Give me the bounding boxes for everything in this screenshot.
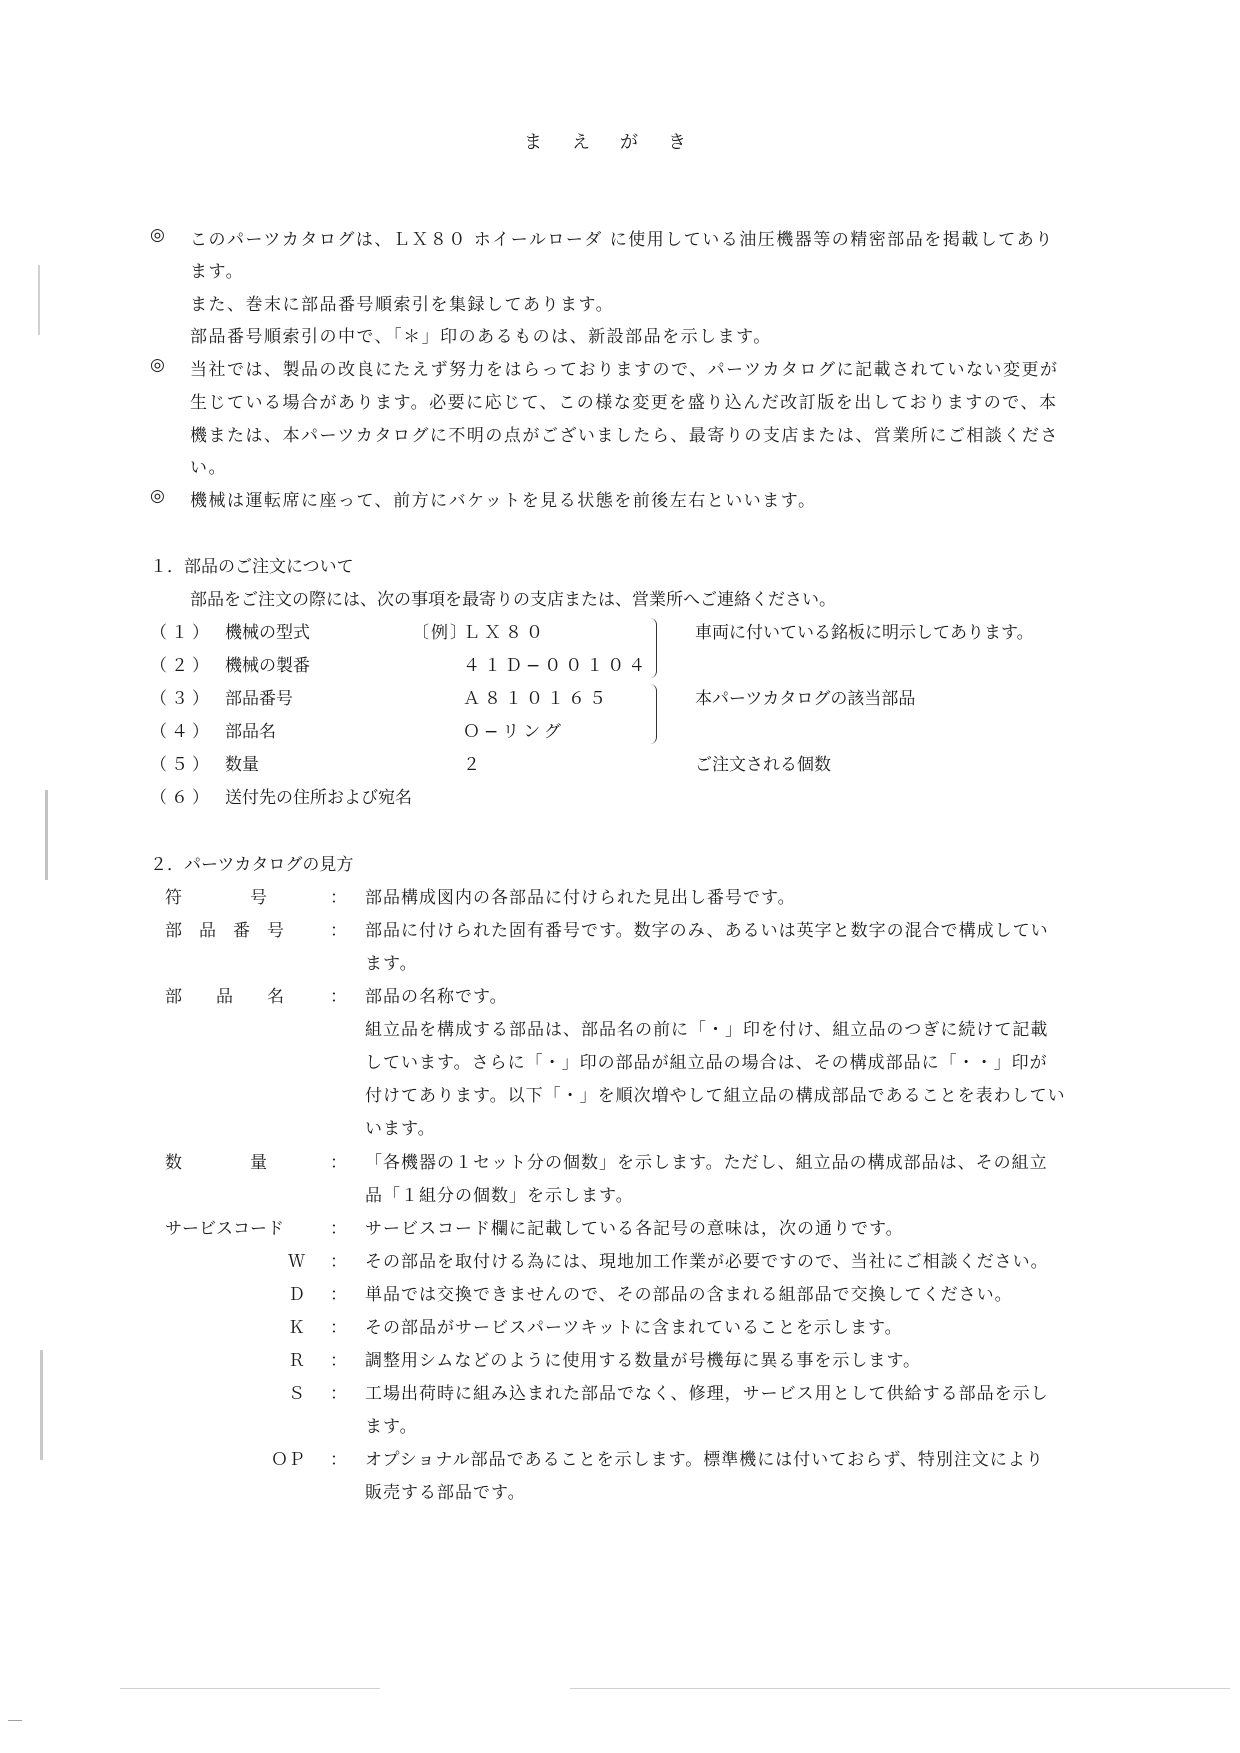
service-code: ＯＰ xyxy=(271,1450,305,1470)
guide-desc: 品「１組分の個数」を示します。 xyxy=(365,1186,634,1206)
scan-noise xyxy=(8,1720,22,1721)
service-code: Ｗ xyxy=(288,1252,305,1272)
guide-desc: ます。 xyxy=(365,954,418,974)
brace-3-4 xyxy=(650,684,657,744)
order-item-num: （３） xyxy=(150,689,213,709)
order-item-label: 機械の型式 xyxy=(225,623,310,643)
order-item-label: 送付先の住所および宛名 xyxy=(225,788,412,808)
guide-desc: 部品に付けられた固有番号です。数字のみ、あるいは英字と数字の混合で構成してい xyxy=(365,921,1049,941)
guide-term: 数 量 xyxy=(165,1153,267,1173)
order-item-value: ４１Ｄ−００１０４ xyxy=(463,656,650,676)
guide-term: サービスコード xyxy=(165,1219,284,1239)
service-code-desc: ます。 xyxy=(365,1417,418,1437)
bullet-mark: ◎ xyxy=(150,225,165,245)
intro-p2-line: 機または、本パーツカタログに不明の点がございましたら、最寄りの支店または、営業所にご相談くださ xyxy=(190,426,1059,446)
guide-term: 符 号 xyxy=(165,888,267,908)
order-item-value: ＬＸ８０ xyxy=(463,623,547,643)
service-code-desc: 調整用シムなどのように使用する数量が号機毎に異る事を示します。 xyxy=(365,1351,921,1371)
order-item-value: Ｏ−リング xyxy=(463,722,565,742)
scan-noise xyxy=(570,1688,1230,1689)
section-lead: 部品をご注文の際には、次の事項を最寄りの支店または、営業所へご連絡ください。 xyxy=(190,590,836,610)
order-item-num: （５） xyxy=(150,755,213,775)
guide-desc: 組立品を構成する部品は、部品名の前に「・」印を付け、組立品のつぎに続けて記載 xyxy=(365,1020,1049,1040)
guide-sep: ： xyxy=(330,1384,347,1404)
order-item-label: 部品名 xyxy=(225,722,276,742)
bullet-mark: ◎ xyxy=(150,486,165,506)
intro-p2-line: 当社では、製品の改良にたえず努力をはらっておりますので、パーツカタログに記載されていない変更が xyxy=(190,360,1059,380)
order-item-label: 数量 xyxy=(225,755,259,775)
guide-desc: 付けてあります。以下「・」を順次増やして組立品の構成部品であることを表わしてい xyxy=(365,1086,1066,1106)
order-item-num: （４） xyxy=(150,722,213,742)
scan-noise xyxy=(40,1350,43,1460)
intro-p1-line: ます。 xyxy=(190,262,245,282)
scan-noise xyxy=(38,265,40,335)
intro-p1-line: このパーツカタログは、ＬＸ８０ ホイールローダ に使用している油圧機器等の精密部品を掲載してあり xyxy=(190,230,1054,250)
guide-sep: ： xyxy=(330,1252,347,1272)
intro-p1-line: 部品番号順索引の中で、「＊」印のあるものは、新設部品を示します。 xyxy=(190,327,772,347)
page-title: まえがき xyxy=(524,132,716,153)
order-item-label: 部品番号 xyxy=(225,689,293,709)
service-code-desc: 工場出荷時に組み込まれた部品でなく、修理，サービス用として供給する部品を示し xyxy=(365,1384,1049,1404)
order-note: ご注文される個数 xyxy=(695,755,831,775)
scan-noise xyxy=(120,1688,380,1689)
service-code-desc: オプショナル部品であることを示します。標準機には付いておらず、特別注文により xyxy=(365,1450,1044,1470)
order-note: 車両に付いている銘板に明示してあります。 xyxy=(695,623,1034,643)
guide-sep: ： xyxy=(330,1318,347,1338)
scan-noise xyxy=(45,790,48,880)
brace-1-2 xyxy=(650,618,657,678)
service-code-desc: 販売する部品です。 xyxy=(365,1483,526,1503)
order-item-label: 機械の製番 xyxy=(225,656,310,676)
service-code-desc: 単品では交換できませんので、その部品の含まれる組部品で交換してください。 xyxy=(365,1285,1013,1305)
order-item-num: （２） xyxy=(150,656,213,676)
bullet-mark: ◎ xyxy=(150,355,165,375)
section-heading: １．部品のご注文について xyxy=(150,557,354,577)
order-item-value: ２ xyxy=(463,755,484,775)
guide-sep: ： xyxy=(330,1351,347,1371)
service-code-desc: その部品を取付ける為には、現地加工作業が必要ですので、当社にご相談ください。 xyxy=(365,1252,1049,1272)
service-code-desc: その部品がサービスパーツキットに含まれていることを示します。 xyxy=(365,1318,903,1338)
order-item-num: （６） xyxy=(150,788,213,808)
order-item-value: Ａ８１０１６５ xyxy=(463,689,610,709)
service-code: Ｋ xyxy=(288,1318,305,1338)
service-code: Ｒ xyxy=(288,1351,305,1371)
guide-sep: ： xyxy=(330,1219,347,1239)
guide-term: 部 品 番 号 xyxy=(165,921,284,941)
guide-sep: ： xyxy=(330,1153,347,1173)
order-item-num: （１） xyxy=(150,623,213,643)
guide-sep: ： xyxy=(330,987,347,1007)
guide-sep: ： xyxy=(330,921,347,941)
guide-desc: 「各機器の１セット分の個数」を示します。ただし、組立品の構成部品は、その組立 xyxy=(365,1153,1048,1173)
service-code: Ｓ xyxy=(288,1384,305,1404)
intro-p2-line: 生じている場合があります。必要に応じて、この様な変更を盛り込んだ改訂版を出しておりますので、本 xyxy=(190,393,1058,413)
guide-sep: ： xyxy=(330,1285,347,1305)
guide-sep: ： xyxy=(330,888,347,908)
guide-desc: 部品の名称です。 xyxy=(365,987,508,1007)
section-heading: ２．パーツカタログの見方 xyxy=(150,855,354,875)
intro-p3-line: 機械は運転席に座って、前方にバケットを見る状態を前後左右といいます。 xyxy=(190,491,817,511)
guide-sep: ： xyxy=(330,1450,347,1470)
intro-p1-line: また、巻末に部品番号順索引を集録してあります。 xyxy=(190,295,615,315)
guide-desc: 部品構成図内の各部品に付けられた見出し番号です。 xyxy=(365,888,796,908)
guide-term: 部 品 名 xyxy=(165,987,284,1007)
guide-desc: います。 xyxy=(365,1119,436,1139)
guide-desc: しています。さらに「・」印の部品が組立品の場合は、その構成部品に「・・」印が xyxy=(365,1053,1048,1073)
intro-p2-line: い。 xyxy=(190,458,227,478)
example-label: 〔例〕 xyxy=(412,623,469,643)
order-note: 本パーツカタログの該当部品 xyxy=(695,689,916,709)
guide-desc: サービスコード欄に記載している各記号の意味は，次の通りです。 xyxy=(365,1219,904,1239)
service-code: Ｄ xyxy=(288,1285,305,1305)
